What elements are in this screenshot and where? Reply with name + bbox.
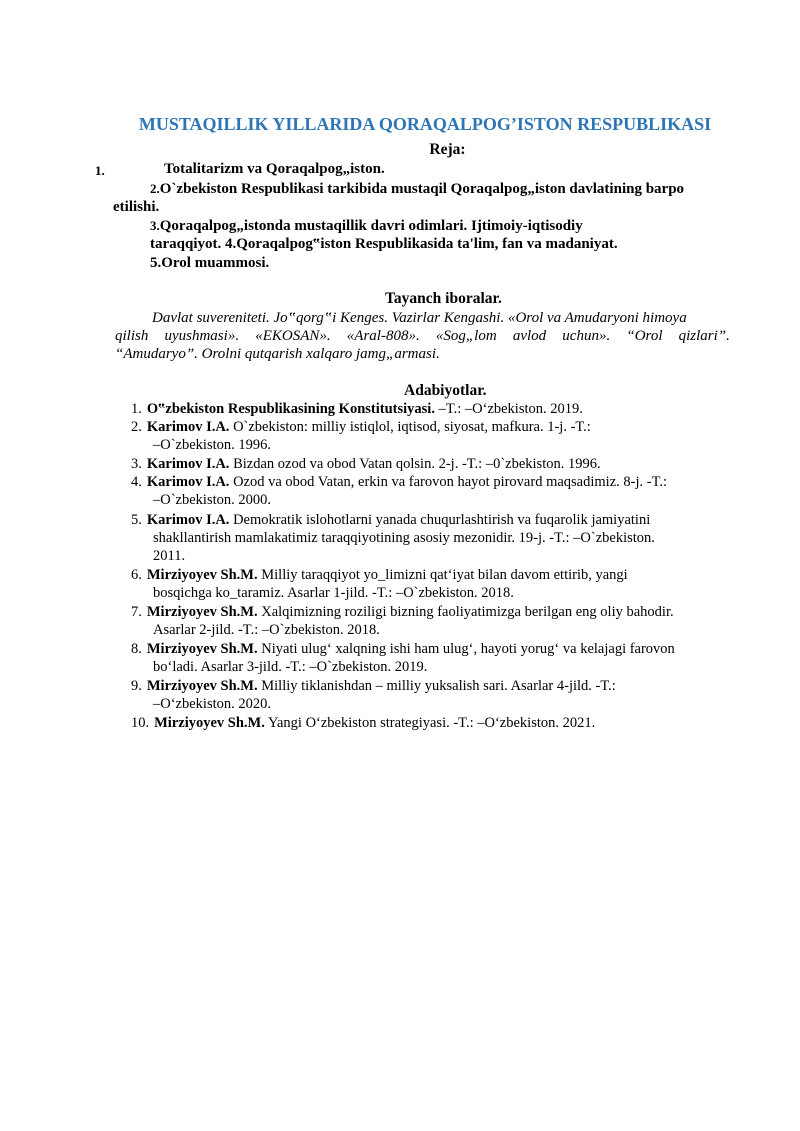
key-terms-line-3: “Amudaryo”. Orolni qutqarish xalqaro jamg„armasi. <box>115 346 440 362</box>
key-terms-word: «Aral-808». <box>346 328 420 344</box>
reference-text: Milliy tiklanishdan – milliy yuksalish sari. Asarlar 4-jild. -T.: <box>257 678 616 694</box>
key-terms-word: «Sog„lom <box>435 328 497 344</box>
plan-item-3-continuation: taraqqiyot. 4.Qoraqalpog‟iston Respublikasida ta'lim, fan va madaniyat. <box>150 236 618 252</box>
reference-item <box>131 567 628 584</box>
plan-item-1-number: 1. <box>95 163 105 178</box>
reference-continuation: bosqichga ko_taramiz. Asarlar 1-jild. -T.: –O`zbekiston. 2018. <box>153 585 514 601</box>
reference-author: Karimov I.A. <box>146 456 230 472</box>
reference-author: Karimov I.A. <box>146 419 230 435</box>
key-terms-word: avlod <box>512 328 547 344</box>
plan-item-2-number: 2. <box>150 181 160 196</box>
reference-author: Mirziyoyev Sh.M. <box>154 715 265 731</box>
reference-item <box>131 474 667 491</box>
reference-number: 2. <box>131 419 142 435</box>
plan-item-2 <box>150 181 684 198</box>
reference-author: Karimov I.A. <box>146 512 230 528</box>
key-terms-word: uchun». <box>562 328 611 344</box>
reference-number: 5. <box>131 512 142 528</box>
key-terms-heading: Tayanch iboralar. <box>385 290 502 307</box>
reference-number: 3. <box>131 456 142 472</box>
reference-author: Mirziyoyev Sh.M. <box>146 678 258 694</box>
reference-number: 9. <box>131 678 142 694</box>
reference-continuation: 2011. <box>153 548 186 564</box>
reference-continuation: –O`zbekiston. 2000. <box>153 492 271 508</box>
plan-item-1: Totalitarizm va Qoraqalpog„iston. <box>164 161 385 177</box>
plan-item-3-number: 3. <box>150 218 160 233</box>
reference-text: Yangi O‘zbekiston strategiyasi. -T.: –O‘zbekiston. 2021. <box>264 715 596 731</box>
reference-text: O`zbekiston: milliy istiqlol, iqtisod, siyosat, mafkura. 1-j. -T.: <box>229 419 591 435</box>
reference-number: 6. <box>131 567 142 583</box>
reference-author: Mirziyoyev Sh.M. <box>146 641 258 657</box>
reference-text: –T.: –O‘zbekiston. 2019. <box>434 401 583 417</box>
key-terms-word: “Orol <box>626 328 663 344</box>
reference-text: Milliy taraqqiyot yo_limizni qat‘iyat bilan davom ettirib, yangi <box>257 567 628 583</box>
reference-number: 7. <box>131 604 142 620</box>
reference-number: 10. <box>131 715 150 731</box>
key-terms-line-1: Davlat suvereniteti. Jo‟qorg‟i Kenges. Vazirlar Kengashi. «Orol va Amudaryoni himoya <box>152 310 687 326</box>
reference-text: Niyati ulug‘ xalqning ishi ham ulug‘, hayoti yorug‘ va kelajagi farovon <box>257 641 675 657</box>
key-terms-line-2 <box>115 328 730 345</box>
reference-author: Mirziyoyev Sh.M. <box>146 567 258 583</box>
reference-number: 1. <box>131 401 142 417</box>
references-heading: Adabiyotlar. <box>404 382 487 399</box>
reference-continuation: bo‘ladi. Asarlar 3-jild. -T.: –O`zbekiston. 2019. <box>153 659 428 675</box>
reference-author: Mirziyoyev Sh.M. <box>146 604 258 620</box>
plan-item-3 <box>150 218 583 235</box>
reference-continuation: Asarlar 2-jild. -T.: –O`zbekiston. 2018. <box>153 622 380 638</box>
reference-author: O‟zbekiston Respublikasining Konstitutsiyasi. <box>146 401 435 417</box>
reference-number: 4. <box>131 474 142 490</box>
reference-item <box>131 604 674 621</box>
plan-item-5: 5.Orol muammosi. <box>150 255 270 271</box>
reference-item <box>131 512 650 529</box>
document-title: MUSTAQILLIK YILLARIDA QORAQALPOG’ISTON RESPUBLIKASI <box>138 114 712 134</box>
reference-number: 8. <box>131 641 142 657</box>
key-terms-word: uyushmasi». <box>164 328 240 344</box>
reference-item <box>131 401 583 418</box>
reference-continuation: –O`zbekiston. 1996. <box>153 437 271 453</box>
reference-text: Bizdan ozod va obod Vatan qolsin. 2-j. -T.: –0`zbekiston. 1996. <box>229 456 601 472</box>
plan-heading: Reja: <box>429 141 466 158</box>
plan-item-2-continuation: etilishi. <box>113 199 160 215</box>
reference-text: Xalqimizning roziligi bizning faoliyatimizga berilgan eng oliy bahodir. <box>257 604 674 620</box>
reference-item <box>131 641 675 658</box>
reference-text: Demokratik islohotlarni yanada chuqurlashtirish va fuqarolik jamiyatini <box>229 512 651 528</box>
key-terms-word: «EKOSAN». <box>255 328 331 344</box>
reference-continuation: shakllantirish mamlakatimiz taraqqiyotining asosiy mezonidir. 19-j. -T.: –O`zbekiston. <box>153 530 655 546</box>
reference-text: Ozod va obod Vatan, erkin va farovon hayot pirovard maqsadimiz. 8-j. -T.: <box>229 474 668 490</box>
reference-item <box>131 419 591 436</box>
reference-item <box>131 715 595 732</box>
key-terms-word: qizlari”. <box>678 328 730 344</box>
reference-item <box>131 456 601 473</box>
reference-continuation: –O‘zbekiston. 2020. <box>153 696 271 712</box>
reference-item <box>131 678 616 695</box>
plan-item-3-text: Qoraqalpog„istonda mustaqillik davri odimlari. Ijtimoiy-iqtisodiy <box>159 218 583 234</box>
reference-author: Karimov I.A. <box>146 474 230 490</box>
plan-item-2-text: O`zbekiston Respublikasi tarkibida mustaqil Qoraqalpog„iston davlatining barpo <box>159 181 685 197</box>
key-terms-word: qilish <box>115 328 149 344</box>
